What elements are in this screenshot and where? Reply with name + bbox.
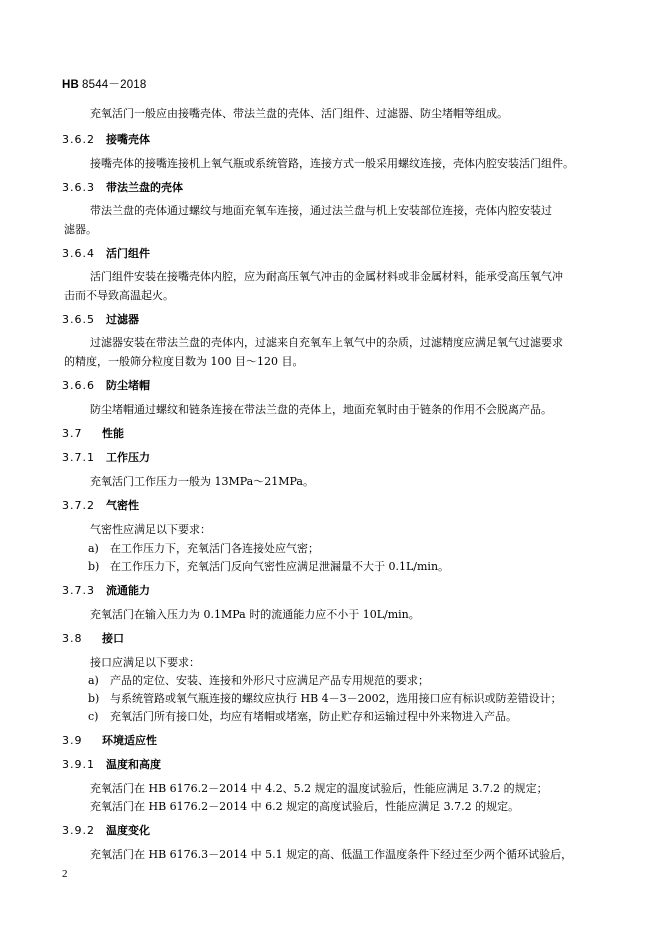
standard-prefix: HB: [62, 79, 80, 91]
section-number: 3.7.1: [62, 451, 95, 464]
standard-number: 8544－2018: [82, 79, 147, 91]
section-heading-3-6-3: [62, 180, 183, 196]
paragraph-3-9-2: 充氧活门在 HB 6176.3－2014 中 5.1 规定的高、低温工作温度条件下经过至少两个循环试验后，: [90, 848, 573, 861]
section-number: 3.6.3: [62, 181, 95, 194]
section-title: 环境适应性: [102, 734, 157, 747]
section-number: 3.9.1: [62, 758, 95, 771]
paragraph-3-7-1: 充氧活门工作压力一般为 13MPa～21MPa。: [90, 475, 314, 488]
paragraph-3-6-4-line-1: 活门组件安装在接嘴壳体内腔，应为耐高压氧气冲击的金属材料或非金属材料，能承受高压氧气冲: [90, 270, 563, 283]
document-header: [62, 76, 146, 92]
list-item-text: 在工作压力下，充氧活门各连接处应气密；: [110, 542, 319, 555]
section-title: 过滤器: [106, 313, 139, 326]
list-item-text: 产品的定位、安装、连接和外形尺寸应满足产品专用规范的要求；: [110, 674, 429, 687]
section-title: 防尘堵帽: [106, 379, 150, 392]
paragraph-3-7-2: 气密性应满足以下要求：: [90, 523, 211, 536]
section-title: 温度和高度: [106, 758, 161, 771]
paragraph-3-6-3-line-2: 滤器。: [64, 223, 97, 236]
section-title: 接口: [102, 632, 124, 645]
paragraph-3-7-3: 充氧活门在输入压力为 0.1MPa 时的流通能力应不小于 10L/min。: [90, 608, 420, 621]
section-number: 3.6.2: [62, 133, 95, 146]
section-title: 活门组件: [106, 247, 150, 260]
paragraph-3-6-5-line-1: 过滤器安装在带法兰盘的壳体内，过滤来自充氧车上氧气中的杂质，过滤精度应满足氧气过滤要求: [90, 336, 563, 349]
section-number: 3.6.4: [62, 247, 95, 260]
list-item-3-8-a: [88, 673, 429, 689]
list-item-3-7-2-a: [88, 541, 319, 557]
list-item-text: 在工作压力下，充氧活门反向气密性应满足泄漏量不大于 0.1L/min。: [110, 560, 450, 573]
paragraph-3-6-6: 防尘堵帽通过螺纹和链条连接在带法兰盘的壳体上，地面充氧时由于链条的作用不会脱离产品。: [90, 403, 552, 416]
section-heading-3-9: [62, 733, 157, 749]
section-title: 带法兰盘的壳体: [106, 181, 183, 194]
paragraph-3-6-3-line-1: 带法兰盘的壳体通过螺纹与地面充氧车连接，通过法兰盘与机上安装部位连接，壳体内腔安装过: [90, 204, 552, 217]
section-heading-3-7-2: [62, 498, 139, 514]
section-heading-3-6-2: [62, 132, 150, 148]
section-title: 流通能力: [106, 584, 150, 597]
paragraph-intro: 充氧活门一般应由接嘴壳体、带法兰盘的壳体、活门组件、过滤器、防尘堵帽等组成。: [90, 107, 508, 120]
list-marker: a): [88, 674, 99, 687]
section-heading-3-9-1: [62, 757, 161, 773]
paragraph-3-9-1-line-1: 充氧活门在 HB 6176.2－2014 中 4.2、5.2 规定的温度试验后，性能应满足 3.7.2 的规定；: [90, 782, 548, 795]
section-number: 3.6.6: [62, 379, 95, 392]
paragraph-3-9-1-line-2: 充氧活门在 HB 6176.2－2014 中 6.2 规定的高度试验后，性能应满足 3.7.2 的规定。: [90, 800, 520, 813]
section-number: 3.9: [62, 734, 83, 747]
page-number: 2: [62, 868, 68, 880]
section-title: 气密性: [106, 499, 139, 512]
section-number: 3.6.5: [62, 313, 95, 326]
section-heading-3-8: [62, 631, 124, 647]
paragraph-3-6-2: 接嘴壳体的接嘴连接机上氧气瓶或系统管路，连接方式一般采用螺纹连接，壳体内腔安装活门组件。: [90, 157, 574, 170]
list-marker: c): [88, 710, 99, 723]
section-number: 3.7.2: [62, 499, 95, 512]
list-item-text: 充氧活门所有接口处，均应有堵帽或堵塞，防止贮存和运输过程中外来物进入产品。: [110, 710, 517, 723]
section-heading-3-9-2: [62, 823, 150, 839]
section-number: 3.7.3: [62, 584, 95, 597]
list-item-3-8-b: [88, 691, 562, 707]
section-heading-3-7-3: [62, 583, 150, 599]
list-item-text: 与系统管路或氧气瓶连接的螺纹应执行 HB 4－3－2002，选用接口应有标识或防差错设计；: [110, 692, 562, 705]
section-heading-3-7: [62, 426, 124, 442]
paragraph-3-6-5-line-2: 的精度，一般筛分粒度目数为 100 目～120 目。: [64, 355, 304, 368]
list-item-3-7-2-b: [88, 559, 449, 575]
section-number: 3.8: [62, 632, 83, 645]
section-title: 性能: [102, 427, 124, 440]
list-marker: a): [88, 542, 99, 555]
paragraph-3-6-4-line-2: 击而不导致高温起火。: [64, 289, 174, 302]
section-title: 温度变化: [106, 824, 150, 837]
section-heading-3-7-1: [62, 450, 150, 466]
list-marker: b): [88, 692, 100, 705]
section-heading-3-6-4: [62, 246, 150, 262]
paragraph-3-8: 接口应满足以下要求：: [90, 656, 200, 669]
section-heading-3-6-6: [62, 378, 150, 394]
list-item-3-8-c: [88, 709, 517, 725]
list-marker: b): [88, 560, 100, 573]
section-title: 工作压力: [106, 451, 150, 464]
section-heading-3-6-5: [62, 312, 139, 328]
section-title: 接嘴壳体: [106, 133, 150, 146]
section-number: 3.9.2: [62, 824, 95, 837]
section-number: 3.7: [62, 427, 83, 440]
